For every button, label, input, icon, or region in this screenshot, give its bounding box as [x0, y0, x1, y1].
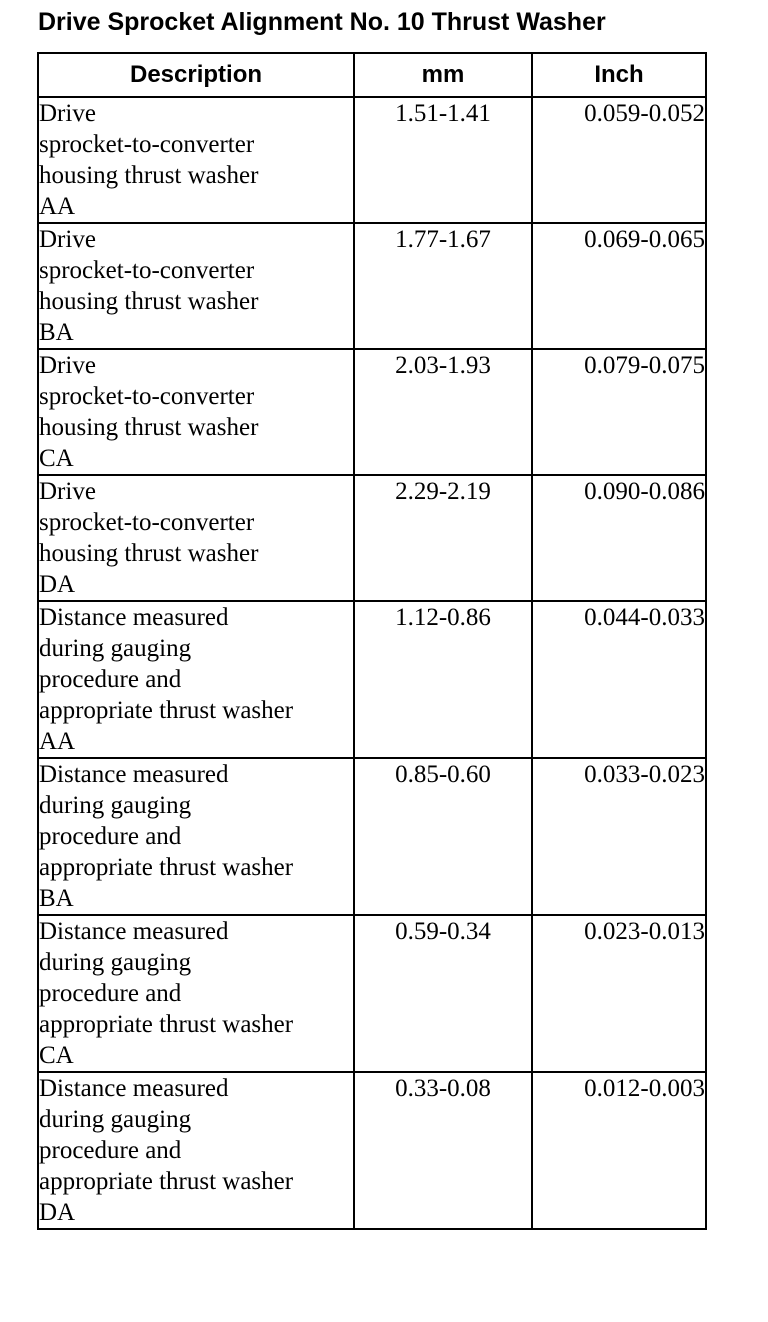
table-row — [38, 1072, 706, 1229]
mm-cell: 0.33-0.08 — [354, 1072, 532, 1229]
inch-cell: 0.044-0.033 — [532, 601, 706, 758]
description-cell — [38, 601, 354, 758]
description-text: Distance measured during gauging procedure and appropriate thrust washer CA — [39, 918, 294, 1069]
description-cell — [38, 349, 354, 475]
column-header-inch: Inch — [532, 53, 706, 97]
description-text: Drive sprocket-to-converter housing thrust washer AA — [39, 100, 259, 220]
spec-table — [37, 52, 707, 1230]
column-header-description: Description — [38, 53, 354, 97]
table-row — [38, 97, 706, 223]
description-text: Distance measured during gauging procedure and appropriate thrust washer DA — [39, 1075, 294, 1226]
description-cell — [38, 223, 354, 349]
description-text: Drive sprocket-to-converter housing thrust washer DA — [39, 478, 259, 598]
description-cell — [38, 1072, 354, 1229]
table-row — [38, 601, 706, 758]
table-row — [38, 915, 706, 1072]
mm-cell: 1.51-1.41 — [354, 97, 532, 223]
table-row — [38, 223, 706, 349]
table-row — [38, 758, 706, 915]
inch-cell: 0.079-0.075 — [532, 349, 706, 475]
table-header-row — [38, 53, 706, 97]
inch-cell: 0.023-0.013 — [532, 915, 706, 1072]
description-text: Drive sprocket-to-converter housing thrust washer BA — [39, 226, 259, 346]
inch-cell: 0.012-0.003 — [532, 1072, 706, 1229]
description-cell — [38, 97, 354, 223]
inch-cell: 0.059-0.052 — [532, 97, 706, 223]
mm-cell: 2.29-2.19 — [354, 475, 532, 601]
inch-cell: 0.033-0.023 — [532, 758, 706, 915]
description-cell — [38, 475, 354, 601]
inch-cell: 0.090-0.086 — [532, 475, 706, 601]
page-title: Drive Sprocket Alignment No. 10 Thrust Washer — [38, 8, 606, 36]
mm-cell: 2.03-1.93 — [354, 349, 532, 475]
description-text: Distance measured during gauging procedure and appropriate thrust washer AA — [39, 604, 294, 755]
mm-cell: 0.85-0.60 — [354, 758, 532, 915]
description-text: Drive sprocket-to-converter housing thrust washer CA — [39, 352, 259, 472]
table-row — [38, 475, 706, 601]
column-header-mm: mm — [354, 53, 532, 97]
description-cell — [38, 915, 354, 1072]
mm-cell: 1.12-0.86 — [354, 601, 532, 758]
inch-cell: 0.069-0.065 — [532, 223, 706, 349]
mm-cell: 1.77-1.67 — [354, 223, 532, 349]
description-cell — [38, 758, 354, 915]
description-text: Distance measured during gauging procedure and appropriate thrust washer BA — [39, 761, 294, 912]
table-row — [38, 349, 706, 475]
mm-cell: 0.59-0.34 — [354, 915, 532, 1072]
